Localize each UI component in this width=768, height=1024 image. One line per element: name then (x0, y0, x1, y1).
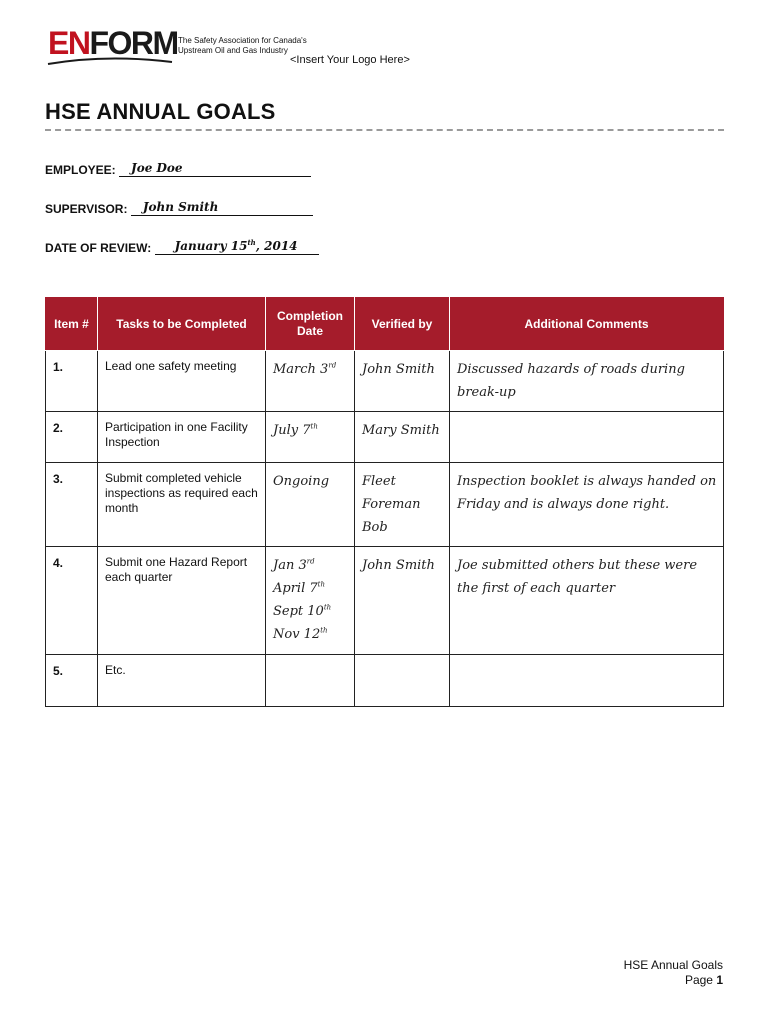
item-number: 1. (46, 351, 98, 412)
title-divider (45, 129, 724, 131)
task-cell: Submit one Hazard Report each quarter (98, 547, 266, 655)
item-number: 2. (46, 412, 98, 463)
review-date-label: DATE OF REVIEW: (45, 241, 152, 255)
task-cell: Etc. (98, 655, 266, 707)
table-row (46, 655, 724, 707)
verified-cell[interactable]: John Smith (355, 351, 450, 412)
date-cell[interactable]: Jan 3rd April 7th Sept 10th Nov 12th (266, 547, 355, 655)
page-title: HSE ANNUAL GOALS (45, 99, 276, 124)
logo-swoosh-icon (46, 56, 176, 66)
task-cell: Submit completed vehicle inspections as required each month (98, 463, 266, 547)
date-cell[interactable]: Ongoing (266, 463, 355, 547)
page-footer (624, 958, 723, 988)
logo-tagline: The Safety Association for Canada's Upstream Oil and Gas Industry (178, 36, 307, 55)
verified-cell[interactable]: Fleet Foreman Bob (355, 463, 450, 547)
task-cell: Lead one safety meeting (98, 351, 266, 412)
logo-wordmark: ENFORM (48, 25, 178, 61)
review-date-field (45, 238, 319, 255)
table-header-row (46, 298, 724, 351)
logo-placeholder: <Insert Your Logo Here> (290, 54, 410, 66)
footer-doc-name: HSE Annual Goals (623, 958, 723, 972)
supervisor-field (45, 199, 313, 216)
goals-table (45, 297, 724, 707)
verified-cell[interactable]: John Smith (355, 547, 450, 655)
supervisor-label: SUPERVISOR: (45, 202, 128, 216)
verified-cell[interactable] (355, 655, 450, 707)
item-number: 5. (46, 655, 98, 707)
review-date-value[interactable]: January 15th, 2014 (155, 238, 319, 255)
comments-cell[interactable] (450, 655, 724, 707)
employee-field (45, 160, 311, 177)
table-row (46, 547, 724, 655)
item-number: 4. (46, 547, 98, 655)
employee-label: EMPLOYEE: (45, 163, 116, 177)
header-comments: Additional Comments (450, 298, 724, 351)
verified-cell[interactable]: Mary Smith (355, 412, 450, 463)
header-tasks: Tasks to be Completed (98, 298, 266, 351)
footer-page-number: Page 1 (684, 973, 723, 987)
table-row (46, 351, 724, 412)
item-number: 3. (46, 463, 98, 547)
header-item: Item # (46, 298, 98, 351)
header-completion-date: Completion Date (266, 298, 355, 351)
date-cell[interactable] (266, 655, 355, 707)
comments-cell[interactable]: Inspection booklet is always handed on Friday and is always done right. (450, 463, 724, 547)
date-cell[interactable]: March 3rd (266, 351, 355, 412)
employee-value[interactable]: Joe Doe (119, 160, 311, 177)
comments-cell[interactable] (450, 412, 724, 463)
table-row (46, 463, 724, 547)
task-cell: Participation in one Facility Inspection (98, 412, 266, 463)
enform-logo (46, 25, 307, 68)
date-cell[interactable]: July 7th (266, 412, 355, 463)
supervisor-value[interactable]: John Smith (131, 199, 313, 216)
table-row (46, 412, 724, 463)
header-verified-by: Verified by (355, 298, 450, 351)
comments-cell[interactable]: Discussed hazards of roads during break-up (450, 351, 724, 412)
comments-cell[interactable]: Joe submitted others but these were the first of each quarter (450, 547, 724, 655)
